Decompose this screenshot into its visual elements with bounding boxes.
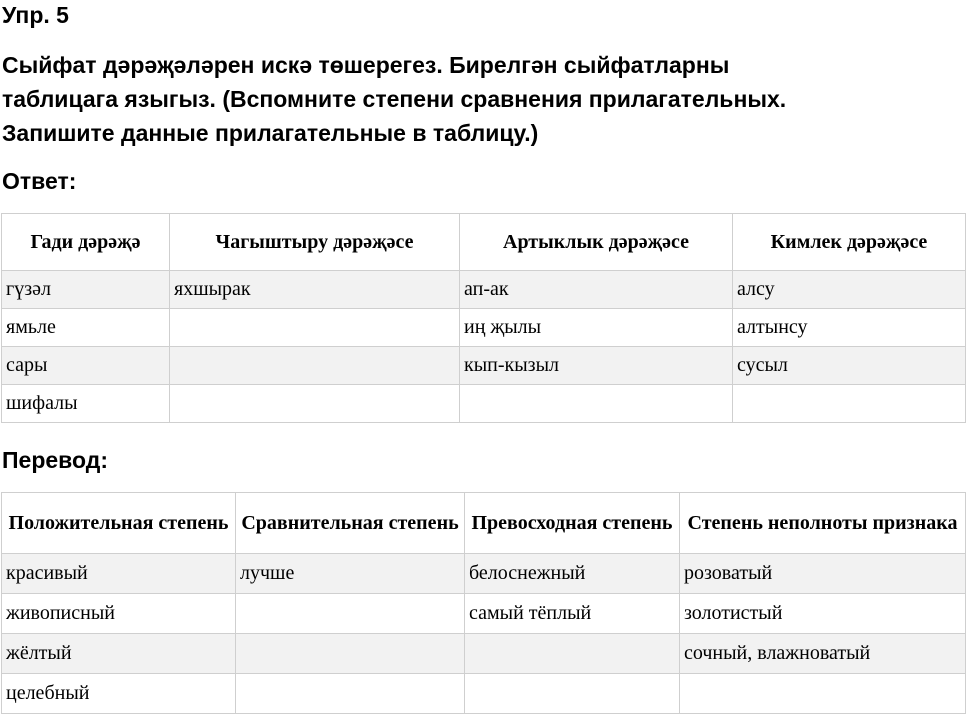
table-cell — [465, 674, 680, 714]
table-cell: розоватый — [680, 554, 966, 594]
table-row — [2, 674, 966, 714]
column-header: Артыклык дәрәҗәсе — [460, 214, 733, 271]
answer-heading: Ответ: — [2, 168, 77, 194]
table-row — [2, 554, 966, 594]
table-row — [2, 634, 966, 674]
table-cell: шифалы — [2, 385, 170, 423]
table-header-row — [2, 493, 966, 554]
table-cell: сары — [2, 347, 170, 385]
table-cell: сочный, влажноватый — [680, 634, 966, 674]
table-row — [2, 385, 966, 423]
table-cell — [460, 385, 733, 423]
column-header: Степень неполноты признака — [680, 493, 966, 554]
exercise-title: Упр. 5 — [2, 2, 69, 28]
table-cell — [236, 634, 465, 674]
table-cell: гүзәл — [2, 271, 170, 309]
table-cell: самый тёплый — [465, 594, 680, 634]
column-header: Кимлек дәрәҗәсе — [733, 214, 966, 271]
task-instructions — [2, 48, 962, 150]
table-row — [2, 271, 966, 309]
table-cell: целебный — [2, 674, 236, 714]
table-cell: алтынсу — [733, 309, 966, 347]
task-line: Запишите данные прилагательные в таблицу.) — [2, 120, 539, 146]
table-cell: ап-ак — [460, 271, 733, 309]
column-header: Сравнительная степень — [236, 493, 465, 554]
column-header: Положительная степень — [2, 493, 236, 554]
table-header-row — [2, 214, 966, 271]
table-cell — [170, 309, 460, 347]
table-cell: иң җылы — [460, 309, 733, 347]
table-row — [2, 309, 966, 347]
table-cell: золотистый — [680, 594, 966, 634]
tatar-degrees-table — [1, 213, 966, 423]
russian-degrees-table — [1, 492, 966, 714]
table-cell: белоснежный — [465, 554, 680, 594]
table-cell: жёлтый — [2, 634, 236, 674]
table-cell — [236, 594, 465, 634]
column-header: Превосходная степень — [465, 493, 680, 554]
table-cell: красивый — [2, 554, 236, 594]
table-cell: яхшырак — [170, 271, 460, 309]
table-cell — [170, 385, 460, 423]
table-row — [2, 594, 966, 634]
column-header: Чагыштыру дәрәҗәсе — [170, 214, 460, 271]
table-cell: лучше — [236, 554, 465, 594]
column-header: Гади дәрәҗә — [2, 214, 170, 271]
table-cell — [465, 634, 680, 674]
table-cell: алсу — [733, 271, 966, 309]
table-cell — [170, 347, 460, 385]
table-cell: сусыл — [733, 347, 966, 385]
table-cell — [680, 674, 966, 714]
table-cell — [733, 385, 966, 423]
table-row — [2, 347, 966, 385]
task-line: Сыйфат дәрәҗәләрен искә төшерегез. Бирелгән сыйфатларны — [2, 52, 730, 78]
table-cell: кып-кызыл — [460, 347, 733, 385]
table-cell: ямьле — [2, 309, 170, 347]
translation-heading: Перевод: — [2, 447, 109, 473]
table-cell: живописный — [2, 594, 236, 634]
task-line: таблицага языгыз. (Вспомните степени сравнения прилагательных. — [2, 86, 787, 112]
table-cell — [236, 674, 465, 714]
